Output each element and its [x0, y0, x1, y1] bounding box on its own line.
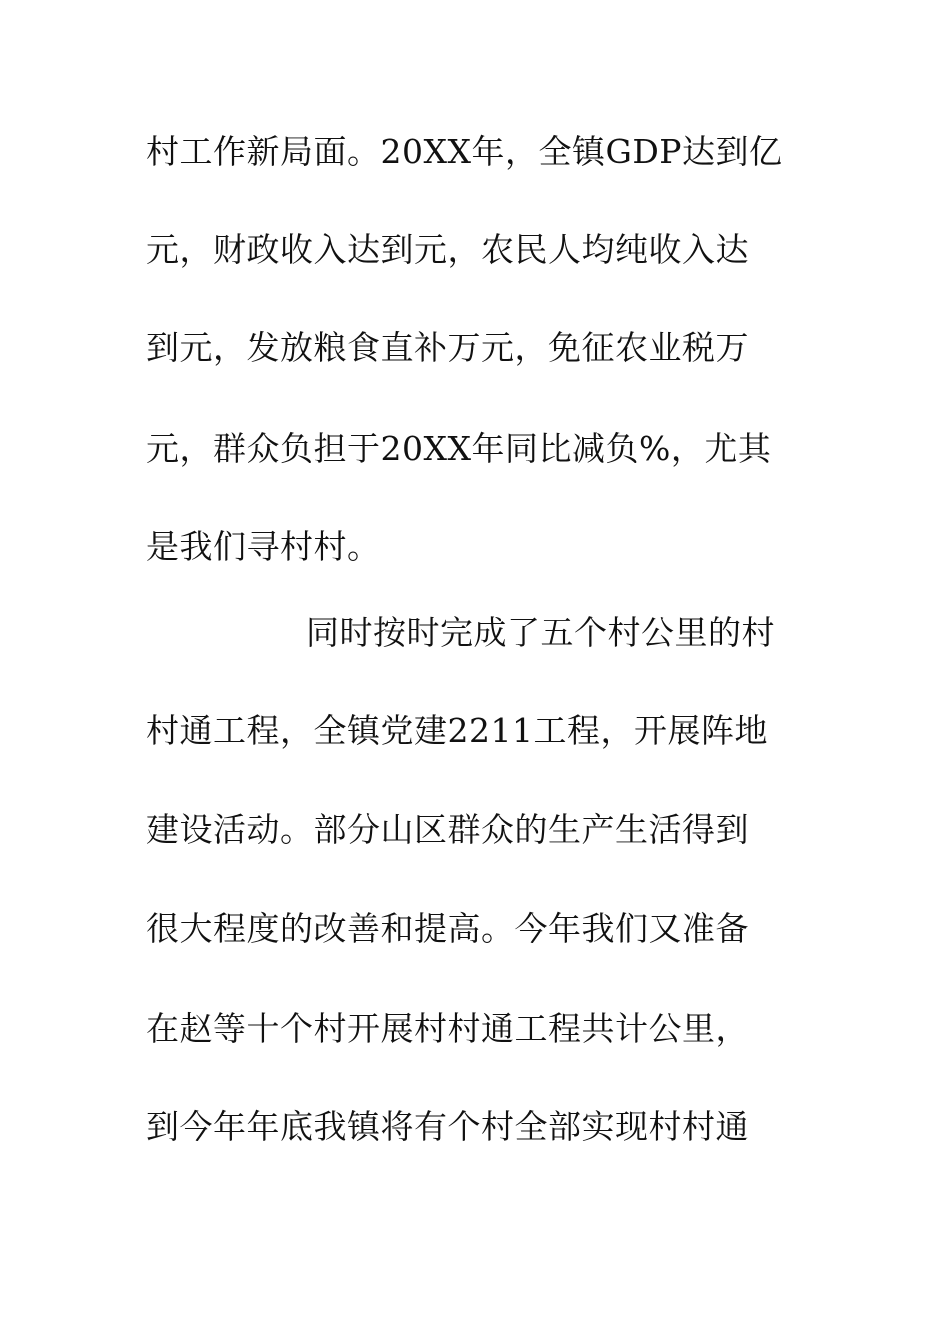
text-line: 在赵等十个村开展村村通工程共计公里，: [146, 1009, 749, 1048]
text-line: 元，群众负担于20XX年同比减负%，尤其: [146, 429, 772, 468]
text-line: 是我们寻村村。: [146, 527, 381, 566]
text-line: 很大程度的改善和提高。今年我们又准备: [146, 909, 749, 948]
text-line: 村工作新局面。20XX年，全镇GDP达到亿: [146, 132, 783, 171]
text-line: 到元，发放粮食直补万元，免征农业税万: [146, 328, 749, 367]
paragraph-first-line: 同时按时完成了五个村公里的村: [306, 613, 775, 652]
text-line: 元，财政收入达到元，农民人均纯收入达: [146, 230, 749, 269]
text-line: 到今年年底我镇将有个村全部实现村村通: [146, 1107, 749, 1146]
text-line: 村通工程，全镇党建2211工程，开展阵地: [146, 711, 768, 750]
text-line: 建设活动。部分山区群众的生产生活得到: [146, 810, 749, 849]
